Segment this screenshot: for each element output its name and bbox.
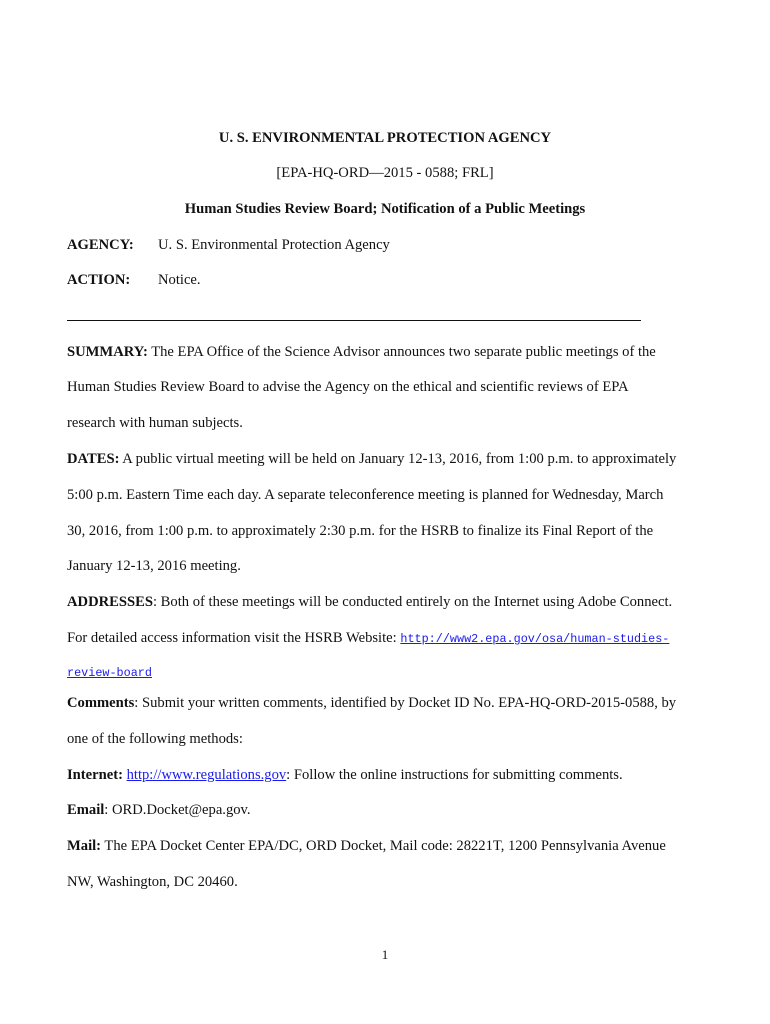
hsrb-website-link[interactable]: http://www2.epa.gov/osa/human-studies- [400,632,670,646]
hsrb-website-link-continued[interactable]: review-board [67,666,152,680]
mail-line-2: NW, Washington, DC 20460. [67,874,238,890]
page-number: 1 [381,947,389,962]
addresses-line-3 [67,663,152,682]
dates-line-3: 30, 2016, from 1:00 p.m. to approximately 2:30 p.m. for the HSRB to finalize its Final Report of the [67,523,654,539]
agency-title: U. S. ENVIRONMENTAL PROTECTION AGENCY [218,130,552,146]
agency-label: AGENCY: [67,237,134,253]
dates-text-1: A public virtual meeting will be held on January 12-13, 2016, from 1:00 p.m. to approximately [119,451,677,467]
internet-line [67,766,623,784]
mail-line-1 [67,837,666,855]
comments-text-1: : Submit your written comments, identified by Docket ID No. EPA-HQ-ORD-2015-0588, by [134,695,677,711]
action-value: Notice. [158,272,201,288]
document-subject: Human Studies Review Board; Notification of a Public Meetings [184,201,586,217]
mail-label: Mail: [67,838,102,854]
dates-line-2: 5:00 p.m. Eastern Time each day. A separate teleconference meeting is planned for Wednesday, March [67,487,664,503]
internet-text: : Follow the online instructions for submitting comments. [286,767,623,783]
mail-text-1: The EPA Docket Center EPA/DC, ORD Docket, Mail code: 28221T, 1200 Pennsylvania Avenue [101,838,666,854]
summary-line-2: Human Studies Review Board to advise the Agency on the ethical and scientific reviews of EPA [67,379,629,395]
addresses-text-1: : Both of these meetings will be conducted entirely on the Internet using Adobe Connect. [152,594,673,610]
dates-line-1 [67,450,676,468]
section-divider [67,320,641,321]
comments-line-1 [67,694,676,712]
summary-line-1 [67,343,656,361]
action-label: ACTION: [67,272,131,288]
summary-text-1: The EPA Office of the Science Advisor announces two separate public meetings of the [147,344,656,360]
addresses-label: ADDRESSES [67,594,153,610]
dates-line-4: January 12-13, 2016 meeting. [67,558,241,574]
comments-label: Comments [67,695,135,711]
addresses-text-2: For detailed access information visit the HSRB Website: [67,630,401,646]
agency-value: U. S. Environmental Protection Agency [158,237,390,253]
email-line [67,801,251,819]
summary-label: SUMMARY: [67,344,148,360]
regulations-gov-link[interactable]: http://www.regulations.gov [126,767,287,783]
email-text: : ORD.Docket@epa.gov. [104,802,251,818]
addresses-line-1 [67,593,672,611]
addresses-line-2 [67,629,669,648]
comments-line-2: one of the following methods: [67,731,243,747]
email-label: Email [67,802,105,818]
internet-label: Internet: [67,767,123,783]
dates-label: DATES: [67,451,120,467]
docket-reference: [EPA-HQ-ORD—2015 - 0588; FRL] [276,165,494,181]
summary-line-3: research with human subjects. [67,415,243,431]
